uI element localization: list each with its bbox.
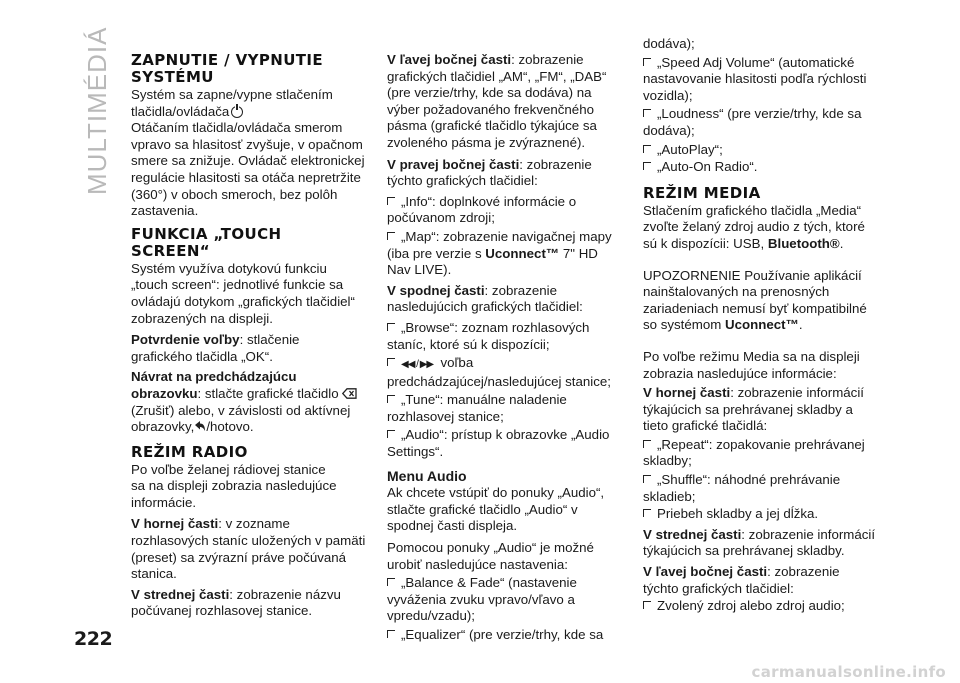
text-line: nainštalovaných na prenosných: [643, 284, 830, 300]
bullet-icon: [643, 475, 651, 483]
text-span: „Tune“: manuálne naladenie: [401, 392, 567, 408]
text-line: týchto grafických tlačidiel:: [387, 173, 538, 189]
bullet-icon: [387, 232, 395, 240]
text-span: Zvolený zdroj alebo zdroj audio;: [657, 598, 845, 614]
spacer: [643, 258, 883, 268]
text-span: : zobrazenie: [519, 156, 592, 172]
text-span: „Map“: zobrazenie navigačnej mapy: [401, 228, 612, 244]
text-line: počúvanej rozhlasovej stanice.: [131, 603, 313, 619]
text-line: [387, 575, 627, 592]
list-item-tune: [387, 392, 627, 425]
list-item-seek: [387, 355, 627, 390]
paragraph-audio-settings: [387, 540, 627, 573]
text-line: zobrazených na displeji.: [131, 310, 273, 326]
text-line: [131, 587, 371, 604]
text-line: zvoleného pásma je zvýraznené).: [387, 134, 586, 150]
text-line: [387, 392, 627, 409]
column-2: [387, 52, 627, 644]
text-line: [387, 229, 627, 246]
brand-name: Bluetooth®: [767, 235, 840, 251]
text-span: „AutoPlay“;: [657, 141, 723, 157]
paragraph-back: [131, 369, 371, 435]
text-line: rozhlasovej stanice;: [387, 408, 504, 424]
paragraph-media-middle: [643, 527, 883, 560]
bullet-icon: [387, 630, 395, 638]
text-line: tieto grafické tlačidlá:: [643, 418, 768, 434]
bullet-icon: [643, 601, 651, 609]
text-line: [643, 236, 883, 253]
text-line: zobrazia nasledujúce informácie:: [643, 365, 837, 381]
text-span: obrazovky,: [131, 419, 195, 435]
text-line: [643, 55, 883, 72]
watermark-text: carmanualsonline.info: [751, 663, 946, 681]
text-line: [131, 386, 371, 403]
text-span: so systémom: [643, 317, 726, 333]
text-line: [387, 157, 627, 174]
text-line: [643, 506, 883, 523]
text-span: .: [798, 317, 803, 333]
list-item-repeat: [643, 437, 883, 470]
bold-term: V strednej časti: [131, 586, 230, 602]
bold-term: V ľavej bočnej časti: [387, 52, 512, 67]
text-line: urobiť nasledujúce nastavenia:: [387, 556, 568, 572]
bullet-icon: [387, 578, 395, 586]
text-span: „Browse“: zoznam rozhlasových: [401, 319, 590, 335]
list-item-progress: [643, 506, 883, 523]
text-block: [131, 533, 371, 583]
text-block: [387, 69, 627, 152]
bold-term: V pravej bočnej časti: [387, 156, 520, 172]
text-line: Systém využíva dotykovú funkciu: [131, 260, 327, 276]
text-span: : zobrazenie názvu: [229, 586, 341, 602]
text-line: predchádzajúcej/nasledujúcej stanice;: [387, 373, 611, 389]
text-line: zvoľte želaný zdroj audio z tých, ktoré: [643, 219, 865, 235]
text-line: zariadeniach nemusí byť kompatibilné: [643, 300, 867, 316]
text-line: [387, 320, 627, 337]
text-line: nasledujúcich grafických tlačidiel:: [387, 299, 583, 315]
text-line: [387, 627, 627, 644]
text-line: vpredu/vzadu);: [387, 608, 475, 624]
heading-power-line1: ZAPNUTIE / VYPNUTIE: [131, 51, 324, 69]
text-line: ovládajú dotykom „grafických tlačidiel“: [131, 293, 355, 309]
text-span: voľba: [440, 355, 474, 371]
text-line: Ak chcete vstúpiť do ponuky „Audio“,: [387, 485, 605, 501]
text-line: skladieb;: [643, 488, 696, 504]
text-line: „touch screen“: jednotlivé funkcie sa: [131, 277, 344, 293]
text-span: : zobrazenie informácií: [741, 526, 876, 542]
page-number: 222: [74, 628, 113, 650]
heading-touch-line1: FUNKCIA „TOUCH: [131, 224, 282, 243]
text-line: [643, 385, 883, 402]
bold-term: V spodnej časti: [387, 282, 485, 298]
text-line: regulácie hlasitosti sa otáča nepretržite: [131, 169, 361, 185]
text-line: [387, 246, 627, 263]
text-line: [643, 598, 883, 615]
bold-term: V ľavej bočnej časti: [643, 564, 768, 580]
text-line: Stlačením grafického tlačidla „Media“: [643, 202, 862, 218]
text-line: dodáva);: [643, 36, 695, 51]
text-line: [387, 355, 627, 374]
list-item-map: [387, 229, 627, 279]
text-span: tlačidla/ovládača: [131, 103, 230, 119]
text-line: Systém sa zapne/vypne stlačením: [131, 87, 333, 102]
text-span: „Loudness“ (pre verzie/trhy, kde sa: [657, 106, 862, 122]
paragraph-top: [131, 516, 371, 582]
paragraph-volume: [131, 120, 371, 220]
paragraph-audio-enter: [387, 485, 627, 535]
text-line: Otáčaním tlačidla/ovládača smerom: [131, 120, 343, 136]
list-item-autoplay: [643, 142, 883, 159]
paragraph-confirm: [131, 332, 371, 365]
text-line: (360°) v oboch smeroch, bez polôh: [131, 186, 338, 202]
paragraph-media-left: [643, 564, 883, 597]
text-line: sa na displeji zobrazia nasledujúce: [131, 478, 337, 494]
bold-term: V hornej časti: [131, 516, 219, 532]
paragraph-middle: [131, 587, 371, 620]
text-line: [131, 104, 371, 121]
paragraph-media-select: [643, 203, 883, 253]
text-line: Pomocou ponuky „Audio“ je možné: [387, 540, 594, 556]
erase-icon: [342, 388, 357, 399]
brand-name: Uconnect™: [725, 317, 799, 333]
text-line: [643, 159, 883, 176]
text-span: .: [839, 235, 844, 251]
power-icon: [231, 106, 243, 118]
text-line: informácie.: [131, 494, 197, 510]
text-span: „Info“: doplnkové informácie o: [401, 193, 577, 209]
list-item-source: [643, 598, 883, 615]
text-line: Nav LIVE).: [387, 262, 452, 278]
text-line: Po voľbe režimu Media sa na displeji: [643, 348, 860, 364]
text-line: rozhlasových staníc uložených v pamäti: [131, 533, 366, 549]
text-line: staníc, ktoré sú k dispozícii;: [387, 336, 550, 352]
column-1: [131, 52, 371, 625]
text-line: [643, 472, 883, 489]
text-line: týkajúcich sa prehrávanej skladby.: [643, 543, 845, 559]
paragraph-radio: [131, 462, 371, 512]
heading-power: [131, 52, 371, 86]
back-arrow-icon: [194, 420, 206, 432]
text-line: pásma (grafické tlačidlo týkajúce sa: [387, 118, 597, 134]
text-line: Po voľbe želanej rádiovej stanice: [131, 461, 326, 477]
bullet-icon: [643, 509, 651, 517]
text-line: (pre verzie/trhy, kde sa dodáva) na: [387, 85, 592, 101]
spacer: [643, 339, 883, 349]
text-line: [643, 106, 883, 123]
list-item-auto-on-radio: [643, 159, 883, 176]
list-item-equalizer: [387, 627, 627, 644]
heading-power-line2: SYSTÉMU: [131, 68, 214, 86]
text-line: stlačte grafické tlačidlo „Audio“ v: [387, 501, 578, 517]
text-line: (Zrušiť) alebo, v závislosti od aktívnej: [131, 402, 351, 418]
text-line: [131, 332, 371, 349]
text-span: „Auto-On Radio“.: [657, 159, 758, 175]
text-span: „Repeat“: zopakovanie prehrávanej: [657, 436, 865, 452]
text-line: vozidla);: [643, 87, 693, 103]
bold-term: Potvrdenie voľby: [131, 332, 240, 348]
paragraph-media-top: [643, 385, 883, 435]
bullet-icon: [387, 197, 395, 205]
heading-touch: [131, 226, 371, 260]
text-line: [643, 527, 883, 544]
bullet-icon: [643, 58, 651, 66]
text-line: grafických tlačidiel „AM“, „FM“, „DAB“: [387, 68, 607, 84]
text-line: [387, 52, 627, 69]
text-span: sú k dispozícii: USB,: [643, 235, 768, 251]
text-span: : zobrazenie: [484, 282, 557, 298]
bold-term: obrazovku: [131, 385, 198, 401]
paragraph-touch: [131, 261, 371, 327]
list-item-shuffle: [643, 472, 883, 505]
bullet-icon: [643, 440, 651, 448]
text-line: týkajúcich sa prehrávanej skladby a: [643, 401, 853, 417]
text-line: spodnej časti displeja.: [387, 518, 518, 534]
text-span: : v zozname: [218, 516, 290, 532]
bullet-icon: [387, 430, 395, 438]
text-line: grafického tlačidla „OK“.: [131, 348, 273, 364]
text-span: Priebeh skladby a jej dĺžka.: [657, 506, 819, 522]
text-line: [387, 194, 627, 211]
text-span: „Audio“: prístup k obrazovke „Audio: [401, 427, 610, 443]
text-span: : zobrazenie: [767, 564, 840, 580]
paragraph-media-info: [643, 349, 883, 382]
list-item-speed-volume: [643, 55, 883, 105]
section-side-title: MULTIMÉDIÁ: [82, 26, 112, 195]
paragraph-bottom: [387, 283, 627, 316]
paragraph-power: [131, 87, 371, 120]
text-span: (iba pre verzie s: [387, 245, 486, 261]
text-line: [643, 437, 883, 454]
heading-menu-audio: Menu Audio: [387, 467, 467, 484]
text-span: „Equalizer“ (pre verzie/trhy, kde sa: [401, 627, 604, 642]
text-line: nastavovanie hlasitosti podľa rýchlosti: [643, 71, 867, 87]
text-line: dodáva);: [643, 122, 695, 138]
text-span: „Speed Adj Volume“ (automatické: [657, 54, 855, 70]
bullet-icon: [643, 109, 651, 117]
text-span: 7" HD: [559, 245, 598, 261]
text-line: [643, 317, 883, 334]
text-line: [387, 427, 627, 444]
paragraph-warning: [643, 268, 883, 334]
list-item-info: [387, 194, 627, 227]
text-line: [131, 516, 371, 533]
list-item-browse: [387, 320, 627, 353]
text-line: týchto grafických tlačidiel:: [643, 580, 794, 596]
list-item-loudness: [643, 106, 883, 139]
bold-term: V hornej časti: [643, 385, 731, 401]
text-line: [643, 564, 883, 581]
text-line: vpravo sa hlasitosť zvyšuje, v opačnom: [131, 136, 363, 152]
text-line: skladby;: [643, 453, 692, 469]
text-span: /hotovo.: [206, 419, 254, 435]
text-line: stanica.: [131, 566, 177, 582]
text-span: : stlačenie: [239, 332, 300, 348]
bullet-icon: [387, 395, 395, 403]
bullet-icon: [643, 145, 651, 153]
bullet-icon: [643, 162, 651, 170]
column-3: [643, 36, 883, 615]
heading-radio: REŽIM RADIO: [131, 442, 248, 461]
text-line: počúvanom zdroji;: [387, 210, 495, 226]
heading-touch-line2: SCREEN“: [131, 241, 211, 260]
text-line: vyváženia zvuku vpravo/vľavo a: [387, 591, 575, 607]
text-line: zastavenia.: [131, 203, 199, 219]
text-line: výber požadovaného frekvenčného: [387, 101, 594, 117]
text-line: UPOZORNENIE Používanie aplikácií: [643, 267, 862, 283]
text-line: Settings“.: [387, 444, 444, 460]
text-line: [643, 142, 883, 159]
text-line: smere sa znižuje. Ovládač elektronickej: [131, 153, 365, 169]
bullet-icon: [387, 358, 395, 366]
paragraph-right-side: [387, 157, 627, 190]
text-span: : zobrazenie informácií: [730, 385, 864, 401]
brand-name: Uconnect™: [485, 245, 560, 261]
text-span: : stlačte grafické tlačidlo: [197, 385, 339, 401]
text-line: (preset) sa zvýrazní práve počúvaná: [131, 549, 347, 565]
text-span: „Shuffle“: náhodné prehrávanie: [657, 472, 841, 488]
bold-term: Návrat na predchádzajúcu: [131, 369, 297, 385]
bold-term: V strednej časti: [643, 526, 742, 542]
heading-media: REŽIM MEDIA: [643, 183, 761, 202]
bullet-icon: [387, 323, 395, 331]
paragraph-left-side: [387, 52, 627, 152]
text-span: : zobrazenie: [511, 52, 584, 67]
list-item-balance: [387, 575, 627, 625]
text-line: [131, 419, 371, 436]
text-line: [387, 283, 627, 300]
list-item-audio: [387, 427, 627, 460]
seek-prev-next-icon: ◀◀ / ▶▶: [401, 359, 434, 371]
text-span: „Balance & Fade“ (nastavenie: [401, 575, 577, 591]
